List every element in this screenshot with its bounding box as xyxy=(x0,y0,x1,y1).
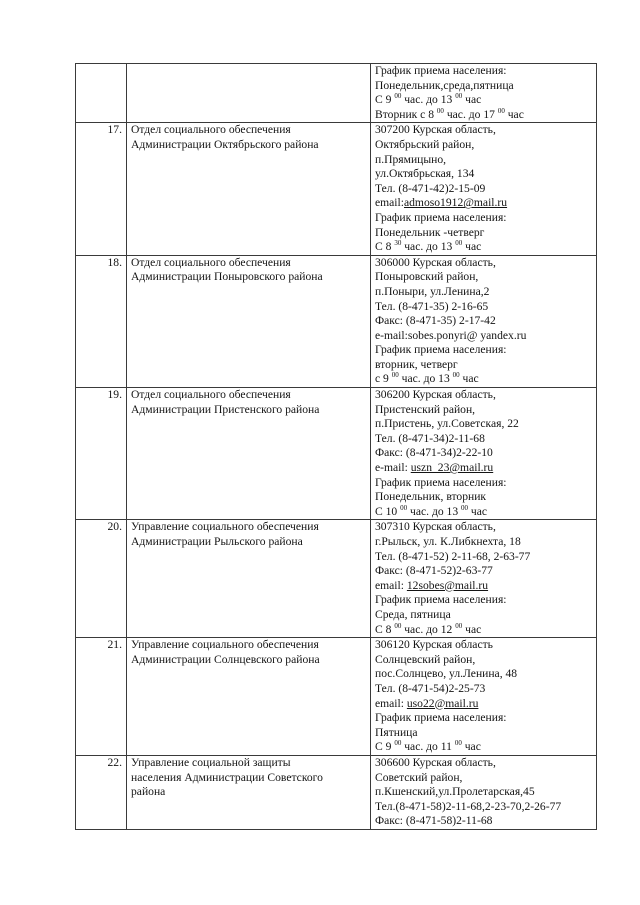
reception-hours-line xyxy=(375,740,592,755)
hours-text: с 9 xyxy=(375,372,392,386)
organization-name-line: населения Администрации Советского xyxy=(131,770,323,784)
contact-line: п.Прямицыно, xyxy=(375,152,447,166)
row-number: 17. xyxy=(76,123,127,255)
minutes-superscript: 00 xyxy=(455,239,463,248)
contact-line: Тел. (8-471-35) 2-16-65 xyxy=(375,299,489,313)
hours-text: С 8 xyxy=(375,240,395,254)
minutes-superscript: 00 xyxy=(391,371,399,380)
hours-text: час. до 13 xyxy=(401,93,456,107)
table-row xyxy=(76,64,597,123)
table-row xyxy=(76,755,597,829)
contact-line: Понедельник, вторник xyxy=(375,490,487,504)
row-number: 20. xyxy=(76,520,127,638)
contact-line: Октябрьский район, xyxy=(375,137,475,151)
minutes-superscript: 00 xyxy=(394,739,402,748)
contact-line: Понедельник -четверг xyxy=(375,225,485,239)
minutes-superscript: 00 xyxy=(394,92,402,101)
contact-cell xyxy=(371,255,597,387)
contact-cell xyxy=(371,638,597,756)
contact-cell xyxy=(371,755,597,829)
contact-line: Понедельник,среда,пятница xyxy=(375,78,514,92)
row-number xyxy=(76,64,127,123)
hours-text: час xyxy=(504,107,524,121)
contact-line: вторник, четверг xyxy=(375,357,458,371)
minutes-superscript: 00 xyxy=(455,92,463,101)
organization-cell xyxy=(127,520,371,638)
organization-cell xyxy=(127,255,371,387)
organization-name-line: Администрации Рыльского района xyxy=(131,535,303,548)
contact-line: Поныровский район, xyxy=(375,270,479,284)
reception-hours-line xyxy=(375,505,592,520)
contact-line: 307310 Курская область, xyxy=(375,520,496,534)
contact-line: Тел. (8-471-54)2-25-73 xyxy=(375,681,486,695)
table-row xyxy=(76,388,597,520)
contact-line: ул.Октябрьская, 134 xyxy=(375,167,475,181)
contact-line: График приема населения: xyxy=(375,475,507,489)
row-number: 21. xyxy=(76,638,127,756)
organization-cell xyxy=(127,388,371,520)
email-label: e-mail: xyxy=(375,461,411,475)
hours-text: час. до 12 xyxy=(401,622,456,636)
organization-cell xyxy=(127,64,371,123)
organization-name-line: Отдел социального обеспечения xyxy=(131,123,291,137)
email-label: email: xyxy=(375,696,407,710)
hours-text: С 8 xyxy=(375,622,395,636)
contact-line: Пятница xyxy=(375,725,418,739)
email-label: email: xyxy=(375,578,407,592)
reception-hours-line xyxy=(375,372,592,387)
minutes-superscript: 00 xyxy=(452,371,460,380)
reception-hours-line xyxy=(375,623,592,638)
contact-line: Среда, пятница xyxy=(375,607,451,621)
contact-line: График приема населения: xyxy=(375,711,507,725)
contact-cell xyxy=(371,64,597,123)
contact-line: п.Пристень, ул.Советская, 22 xyxy=(375,417,519,431)
hours-text: час. до 13 xyxy=(407,504,462,518)
contact-cell xyxy=(371,520,597,638)
reception-hours-line xyxy=(375,240,592,255)
contact-line: Пристенский район, xyxy=(375,402,476,416)
contact-line: 307200 Курская область, xyxy=(375,123,496,137)
contact-line: г.Рыльск, ул. К.Либкнехта, 18 xyxy=(375,535,521,548)
contact-line: 306600 Курская область, xyxy=(375,755,496,769)
contact-line: Факс: (8-471-35) 2-17-42 xyxy=(375,314,496,328)
hours-text: час xyxy=(462,93,482,107)
row-number: 22. xyxy=(76,755,127,829)
minutes-superscript: 00 xyxy=(497,106,505,115)
contact-line: Тел. (8-471-42)2-15-09 xyxy=(375,181,486,195)
contact-line: 306120 Курская область xyxy=(375,638,493,652)
organization-cell xyxy=(127,123,371,255)
organization-name-line: Управление социального обеспечения xyxy=(131,638,319,652)
hours-text: час xyxy=(462,240,482,254)
email-link[interactable]: uszn_23@mail.ru xyxy=(410,461,494,475)
organization-name-line: Администрации Поныровского района xyxy=(131,270,323,284)
contact-line: График приема населения: xyxy=(375,64,507,77)
email-line xyxy=(375,196,592,211)
hours-text: С 9 xyxy=(375,93,395,107)
hours-text: час xyxy=(459,372,479,386)
minutes-superscript: 00 xyxy=(461,503,469,512)
hours-text: час. до 13 xyxy=(398,372,453,386)
hours-text: С 10 xyxy=(375,504,401,518)
contact-line: График приема населения: xyxy=(375,593,507,607)
organization-name-line: Управление социальной защиты xyxy=(131,755,291,769)
contact-cell xyxy=(371,123,597,255)
hours-text: час xyxy=(461,740,481,754)
minutes-superscript: 00 xyxy=(454,739,462,748)
contact-cell xyxy=(371,388,597,520)
organization-name-line: Отдел социального обеспечения xyxy=(131,388,291,402)
table-row xyxy=(76,255,597,387)
table-row xyxy=(76,123,597,255)
contact-line: Тел.(8-471-58)2-11-68,2-23-70,2-26-77 xyxy=(375,799,562,813)
hours-text: час. до 17 xyxy=(443,107,498,121)
contact-line: Факс: (8-471-58)2-11-68 xyxy=(375,814,493,828)
contact-line: Солнцевский район, xyxy=(375,652,476,666)
reception-hours-line xyxy=(375,108,592,123)
contact-line: 306000 Курская область, xyxy=(375,255,496,269)
minutes-superscript: 00 xyxy=(455,621,463,630)
organization-name-line: Администрации Октябрьского района xyxy=(131,137,319,151)
hours-text: Вторник с 8 xyxy=(375,107,437,121)
minutes-superscript: 00 xyxy=(436,106,444,115)
hours-text: час xyxy=(468,504,488,518)
contact-line: График приема населения: xyxy=(375,343,507,357)
social-offices-table xyxy=(75,63,597,830)
email-label: email: xyxy=(375,196,404,210)
contact-line: пос.Солнцево, ул.Ленина, 48 xyxy=(375,667,518,681)
email-link[interactable]: admoso1912@mail.ru xyxy=(403,196,508,210)
organization-name-line: Администрации Солнцевского района xyxy=(131,652,320,666)
minutes-superscript: 00 xyxy=(400,503,408,512)
email-link[interactable]: uso22@mail.ru xyxy=(406,696,479,710)
organization-name-line: района xyxy=(131,785,166,799)
table-row xyxy=(76,638,597,756)
contact-line: График приема населения: xyxy=(375,210,507,224)
row-number: 18. xyxy=(76,255,127,387)
email-line xyxy=(375,697,592,712)
minutes-superscript: 30 xyxy=(394,239,402,248)
hours-text: час xyxy=(462,622,482,636)
hours-text: С 9 xyxy=(375,740,395,754)
contact-line: п.Поныри, ул.Ленина,2 xyxy=(375,284,490,298)
contact-line: Советский район, xyxy=(375,770,463,784)
contact-line: Тел. (8-471-34)2-11-68 xyxy=(375,431,485,445)
email-link[interactable]: 12sobes@mail.ru xyxy=(406,578,489,592)
organization-cell xyxy=(127,755,371,829)
contact-line: п.Кшенский,ул.Пролетарская,45 xyxy=(375,785,535,799)
hours-text: час. до 11 xyxy=(401,740,455,754)
hours-text: час. до 13 xyxy=(401,240,456,254)
organization-name-line: Администрации Пристенского района xyxy=(131,402,320,416)
minutes-superscript: 00 xyxy=(394,621,402,630)
contact-line: 306200 Курская область, xyxy=(375,388,496,402)
contact-line: Факс: (8-471-52)2-63-77 xyxy=(375,564,493,578)
contact-line: Факс: (8-471-34)2-22-10 xyxy=(375,446,493,460)
table-row xyxy=(76,520,597,638)
organization-name-line: Управление социального обеспечения xyxy=(131,520,319,534)
organization-cell xyxy=(127,638,371,756)
reception-hours-line xyxy=(375,93,592,108)
contact-line: Тел. (8-471-52) 2-11-68, 2-63-77 xyxy=(375,549,531,563)
email-line xyxy=(375,461,592,476)
organization-name-line: Отдел социального обеспечения xyxy=(131,255,291,269)
email-line xyxy=(375,579,592,594)
row-number: 19. xyxy=(76,388,127,520)
contact-line: e-mail:sobes.ponyri@ yandex.ru xyxy=(375,328,527,342)
